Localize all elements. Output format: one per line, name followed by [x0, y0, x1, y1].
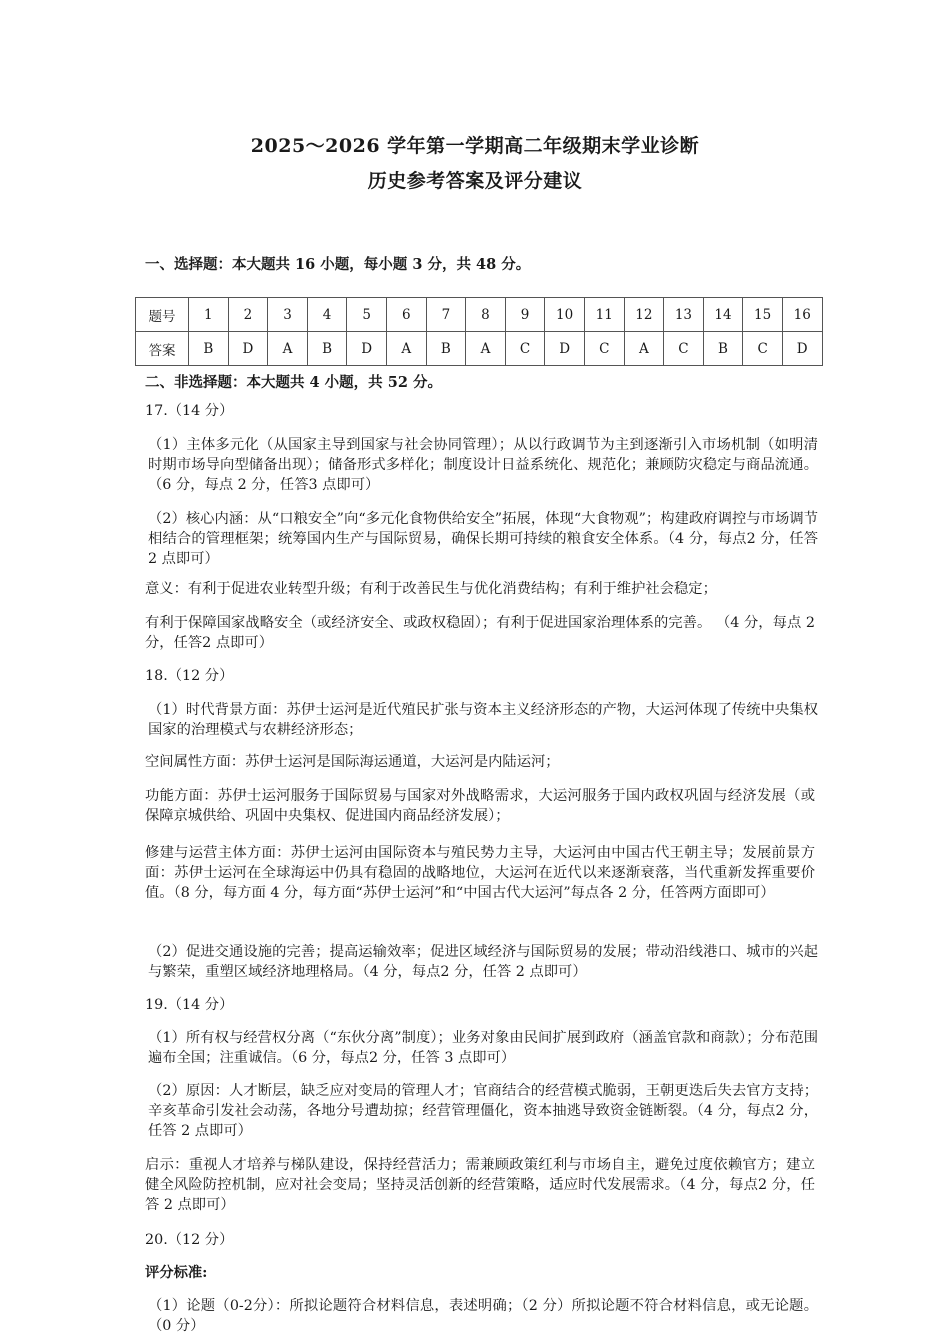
answer-cell: B — [703, 332, 743, 366]
answer-cell: B — [189, 332, 229, 366]
question-number: 9 — [505, 298, 545, 332]
answer-cell: C — [664, 332, 704, 366]
q19-part2: （2）原因：人才断层，缺乏应对变局的管理人才；官商结合的经营模式脆弱，王朝更迭后失去官方支持；辛亥革命引发社会动荡，各地分号遭劫掠；经营管理僵化，资本抽逃导致资金链断裂。（4 分，每点2 分，任答 2 点即可） — [148, 1083, 818, 1139]
question-number: 11 — [584, 298, 624, 332]
row-label-number: 题号 — [136, 298, 189, 332]
answer-cell: D — [782, 332, 822, 366]
q19-inspiration: 启示：重视人才培养与梯队建设，保持经营活力；需兼顾政策红利与市场自主，避免过度依赖官方；建立健全风险防控机制，应对社会变局；坚持灵活创新的经营策略，适应时代发展需求。（4 分，每点2 分，任答 2 点即可） — [145, 1157, 815, 1213]
title-line-1: 2025～2026 学年第一学期高二年级期末学业诊断 — [250, 135, 700, 157]
question-number: 15 — [743, 298, 783, 332]
q18-spatial: 空间属性方面：苏伊士运河是国际海运通道，大运河是内陆运河； — [145, 754, 560, 770]
answer-cell: A — [386, 332, 426, 366]
question-number: 8 — [466, 298, 506, 332]
question-number: 1 — [189, 298, 229, 332]
answer-cell: D — [347, 332, 387, 366]
question-number: 6 — [386, 298, 426, 332]
answer-cell: C — [584, 332, 624, 366]
answer-cell: A — [268, 332, 308, 366]
question-number: 10 — [545, 298, 585, 332]
table-row-answers — [136, 332, 823, 366]
answer-cell: C — [505, 332, 545, 366]
section-2-heading: 二、非选择题：本大题共 4 小题，共 52 分。 — [145, 374, 442, 391]
q20-part1: （1）论题（0-2分）：所拟论题符合材料信息，表述明确；（2 分）所拟论题不符合材料信息，或无论题。（0 分） — [148, 1298, 818, 1334]
question-number: 14 — [703, 298, 743, 332]
row-label-answer: 答案 — [136, 332, 189, 366]
q17-part1: （1）主体多元化（从国家主导到国家与社会协同管理）；从以行政调节为主到逐渐引入市场机制（如明清时期市场导向型储备出现）；储备形式多样化；制度设计日益系统化、规范化；兼顾防灾稳定与商品流通。（6 分，每点 2 分，任答3 点即可） — [148, 437, 818, 493]
q17-significance: 意义：有利于促进农业转型升级；有利于改善民生与优化消费结构；有利于维护社会稳定； — [145, 581, 717, 597]
q19-part1: （1）所有权与经营权分离（“东伙分离”制度）；业务对象由民间扩展到政府（涵盖官款和商款）；分布范围遍布全国；注重诚信。（6 分，每点2 分，任答 3 点即可） — [148, 1030, 818, 1066]
q18-part1: （1）时代背景方面：苏伊士运河是近代殖民扩张与资本主义经济形态的产物，大运河体现了传统中央集权国家的治理模式与农耕经济形态； — [148, 702, 818, 738]
answer-cell: D — [228, 332, 268, 366]
q18-part2: （2）促进交通设施的完善；提高运输效率；促进区域经济与国际贸易的发展；带动沿线港口、城市的兴起与繁荣，重塑区域经济地理格局。（4 分，每点2 分，任答 2 点即可） — [148, 944, 818, 980]
answer-cell: C — [743, 332, 783, 366]
q17-heading: 17.（14 分） — [145, 403, 234, 419]
q18-heading: 18.（12 分） — [145, 668, 234, 684]
q20-criteria: 评分标准: — [145, 1265, 208, 1281]
answer-cell: A — [624, 332, 664, 366]
answer-cell: B — [307, 332, 347, 366]
section-1-heading: 一、选择题：本大题共 16 小题，每小题 3 分，共 48 分。 — [145, 256, 531, 273]
question-number: 12 — [624, 298, 664, 332]
question-number: 2 — [228, 298, 268, 332]
answer-table — [135, 297, 823, 366]
q18-function: 功能方面：苏伊士运河服务于国际贸易与国家对外战略需求，大运河服务于国内政权巩固与经济发展（或保障京城供给、巩固中央集权、促进国内商品经济发展）； — [145, 788, 815, 824]
question-number: 5 — [347, 298, 387, 332]
q18-builder: 修建与运营主体方面：苏伊士运河由国际资本与殖民势力主导，大运河由中国古代王朝主导；发展前景方面：苏伊士运河在全球海运中仍具有稳固的战略地位，大运河在近代以来逐渐衰落，当代重新发挥重要价值。（8 分，每方面 4 分，每方面“苏伊士运河”和“中国古代大运河”每点各 2 分，任答两方面即可） — [145, 845, 815, 901]
q17-significance-cont: 有利于保障国家战略安全（或经济安全、或政权稳固）；有利于促进国家治理体系的完善。 （4 分，每点 2 分，任答2 点即可） — [145, 615, 815, 651]
q17-part2: （2）核心内涵：从“口粮安全”向“多元化食物供给安全”拓展，体现“大食物观”；构建政府调控与市场调节相结合的管理框架；统筹国内生产与国际贸易，确保长期可持续的粮食安全体系。（4 分，每点2 分，任答 2 点即可） — [148, 511, 818, 567]
answer-cell: A — [466, 332, 506, 366]
question-number: 3 — [268, 298, 308, 332]
question-number: 13 — [664, 298, 704, 332]
q19-heading: 19.（14 分） — [145, 997, 234, 1013]
table-row-numbers — [136, 298, 823, 332]
q20-heading: 20.（12 分） — [145, 1232, 234, 1248]
answer-cell: D — [545, 332, 585, 366]
question-number: 4 — [307, 298, 347, 332]
answer-cell: B — [426, 332, 466, 366]
title-line-2: 历史参考答案及评分建议 — [367, 170, 583, 192]
question-number: 7 — [426, 298, 466, 332]
question-number: 16 — [782, 298, 822, 332]
